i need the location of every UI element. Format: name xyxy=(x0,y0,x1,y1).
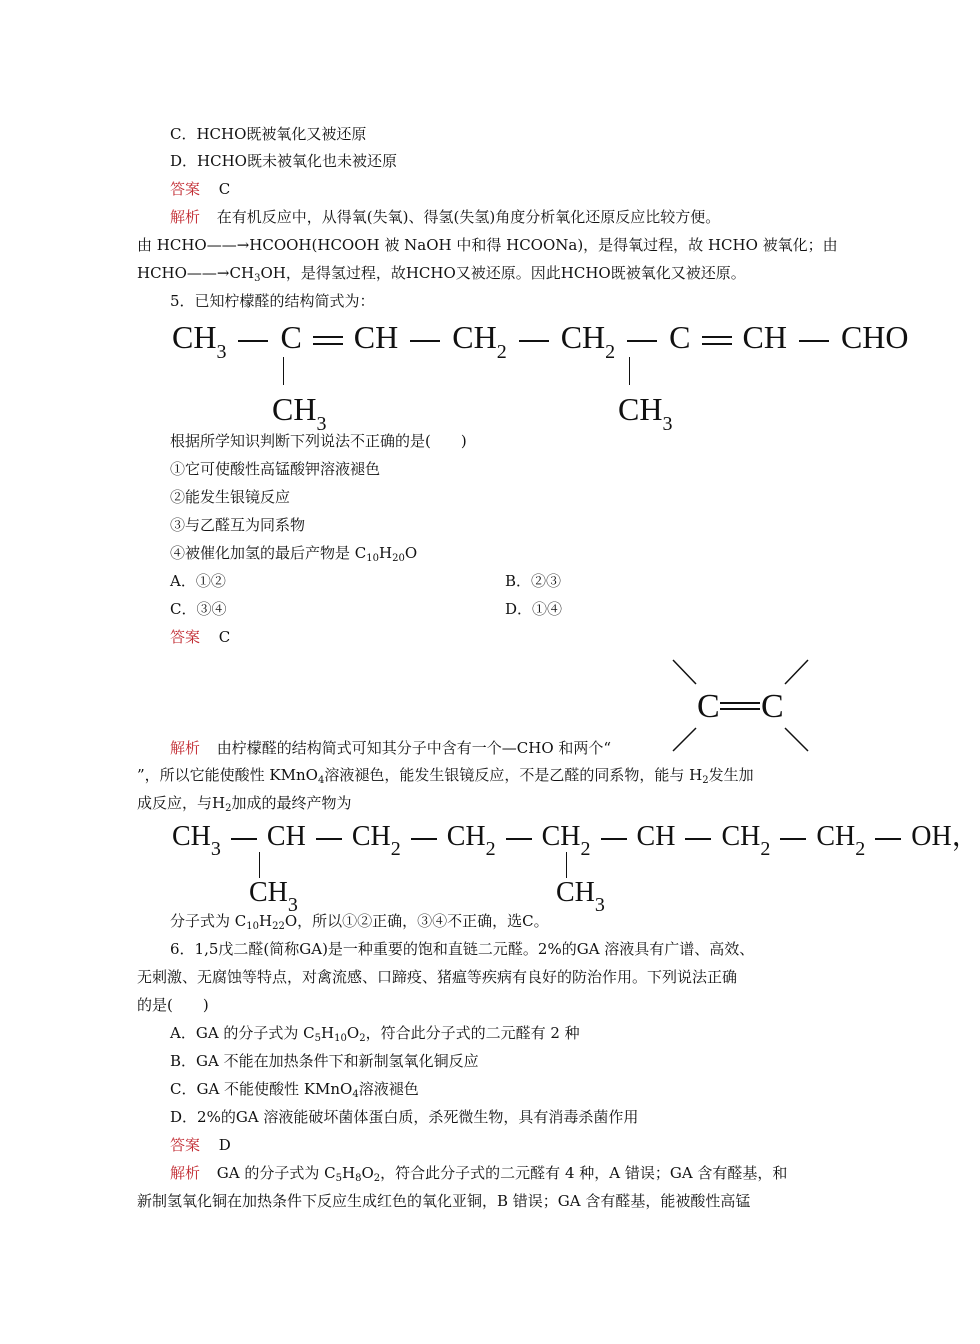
q5-conclusion: 分子式为 $C_{10}H_{22}O$，所以①②正确，③④不正确，选C。 xyxy=(170,912,549,932)
carbon-carbon-double-bond-diagram xyxy=(668,658,813,754)
product-branch-bond-2 xyxy=(566,852,567,878)
answer-label: 答案 xyxy=(170,180,201,198)
citral-branch-ch3-1: $CH_3$ xyxy=(272,391,327,435)
q4-analysis-line-2: 由 HCHO——→HCOOH(HCOOH 被 NaOH 中和得 HCOONa)，是得氧过程，故 HCHO 被氧化；由 xyxy=(137,236,838,254)
q6-option-b: B．GA 不能在加热条件下和新制氢氧化铜反应 xyxy=(170,1052,479,1070)
q5-stem: 5．已知柠檬醛的结构简式为： xyxy=(170,292,375,310)
answer-value: C xyxy=(218,180,231,198)
cc-left-atom: C xyxy=(697,688,720,725)
q5-answer: 答案 C xyxy=(170,628,231,646)
q4-analysis-line-1: 解析 在有机反应中，从得氧(失氧)、得氢(失氢)角度分析氧化还原反应比较方便。 xyxy=(170,208,721,226)
q6-stem-line-2: 无刺激、无腐蚀等特点，对禽流感、口蹄疫、猪瘟等疾病有良好的防治作用。下列说法正确 xyxy=(137,968,738,986)
q5-statement-1: ①它可使酸性高锰酸钾溶液褪色 xyxy=(170,460,381,478)
q4-answer xyxy=(170,179,230,199)
q5-analysis-line-2: ”，所以它能使酸性 KMnO$_4$溶液褪色，能发生银镜反应，不是乙醛的同系物，能与 $H_2$发生加 xyxy=(137,766,754,786)
cc-right-atom: C xyxy=(761,688,784,725)
q6-analysis-line-2: 新制氢氧化铜在加热条件下反应生成红色的氧化亚铜，B 错误；GA 含有醛基，能被酸性高锰 xyxy=(137,1192,751,1210)
q4-option-d: D．HCHO既未被氧化也未被还原 xyxy=(170,152,397,170)
q5-question: 根据所学知识判断下列说法不正确的是( ) xyxy=(170,432,467,450)
q5-analysis-line-1: 解析 由柠檬醛的结构简式可知其分子中含有一个—CHO 和两个“ xyxy=(170,739,612,757)
q6-stem-line-3: 的是( ) xyxy=(137,996,209,1014)
q5-analysis-line-3: 成反应，与$H_2$加成的最终产物为 xyxy=(137,794,352,814)
product-branch-bond-1 xyxy=(259,852,260,878)
q4-option-c: C．HCHO既被氧化又被还原 xyxy=(170,125,367,143)
q5-statement-4: ④被催化加氢的最后产物是 $C_{10}H_{20}O$ xyxy=(170,544,418,564)
q6-answer: 答案 D xyxy=(170,1136,231,1154)
product-branch-ch3-2: $CH_3$ xyxy=(556,877,605,916)
q5-statement-3: ③与乙醛互为同系物 xyxy=(170,516,306,534)
q5-option-a: A．①② xyxy=(170,572,226,590)
analysis-label: 解析 xyxy=(170,208,201,226)
q6-analysis-line-1: 解析 GA 的分子式为 $C_5H_8O_2$，符合此分子式的二元醛有 4 种，A 错误；GA 含有醛基，和 xyxy=(170,1164,788,1184)
citral-branch-bond-2 xyxy=(629,357,630,385)
q5-statement-2: ②能发生银镜反应 xyxy=(170,488,291,506)
citral-structure-main-chain: $CH_3$ C CH $CH_2$ $CH_2$ C CH CHO xyxy=(172,319,909,363)
q6-stem-line-1: 6．1,5戊二醛(简称GA)是一种重要的饱和直链二元醛。2%的GA 溶液具有广谱、高效、 xyxy=(170,940,755,958)
q5-option-d: D．①④ xyxy=(505,600,563,618)
product-branch-ch3-1: $CH_3$ xyxy=(249,877,298,916)
q6-option-d: D．2%的GA 溶液能破坏菌体蛋白质，杀死微生物，具有消毒杀菌作用 xyxy=(170,1108,639,1126)
q5-option-b: B．②③ xyxy=(505,572,562,590)
q6-option-a: A．GA 的分子式为 $C_5H_{10}O_2$，符合此分子式的二元醛有 2 种 xyxy=(170,1024,580,1044)
citral-branch-ch3-2: $CH_3$ xyxy=(618,391,673,435)
q6-option-c: C．GA 不能使酸性 KMnO$_4$溶液褪色 xyxy=(170,1080,419,1100)
product-structure-main-chain: $CH_3$ CH $CH_2$ $CH_2$ $CH_2$ CH $CH_2$ $CH_2$ OH， xyxy=(172,821,980,860)
q5-option-c: C．③④ xyxy=(170,600,227,618)
citral-branch-bond-1 xyxy=(283,357,284,385)
q4-analysis-line-3: $HCHO——\to CH_3OH$，是得氢过程，故HCHO又被还原。因此HCHO既被氧化又被还原。 xyxy=(137,264,746,284)
